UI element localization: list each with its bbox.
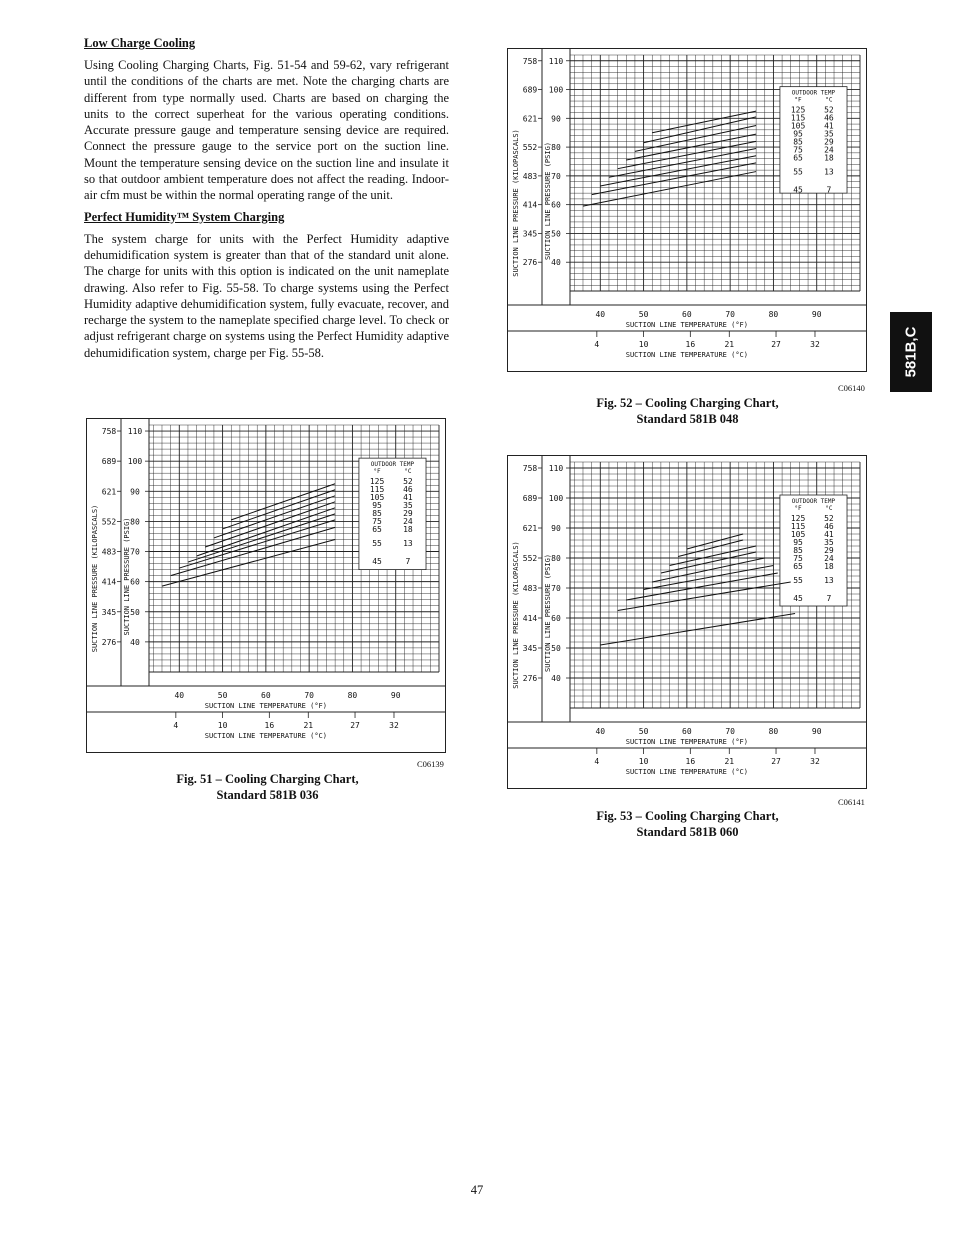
legend-c-value: 13 [824, 576, 834, 585]
legend-f-value: 75 [372, 517, 382, 527]
y-psig-tick-label: 60 [551, 614, 561, 623]
x-c-tick-label: 16 [264, 721, 275, 730]
legend-unit-c: °C [825, 505, 833, 512]
figure-code-51: C06139 [417, 759, 444, 769]
legend-f-value: 65 [793, 153, 803, 163]
x-f-tick-label: 50 [638, 727, 649, 736]
x-c-tick-label: 27 [350, 721, 360, 730]
y-kpa-tick-label: 552 [522, 143, 538, 153]
y-psig-tick-label: 70 [551, 584, 561, 593]
y-kpa-tick-label: 276 [522, 258, 538, 268]
y-psig-tick-label: 80 [130, 517, 140, 527]
legend-f-value: 65 [793, 562, 803, 571]
series-line-55 [592, 163, 756, 195]
x-c-tick-label: 21 [724, 757, 735, 766]
y-psig-tick-label: 90 [551, 114, 561, 124]
x-f-tick-label: 60 [261, 691, 271, 700]
chart-fig-53-svg [508, 456, 866, 788]
x-c-tick-label: 4 [594, 757, 600, 766]
legend-f-value: 55 [372, 539, 382, 549]
chart-fig-51-svg [87, 419, 445, 752]
legend-unit-f: °F [794, 96, 802, 104]
y-kpa-tick-label: 689 [522, 85, 538, 95]
legend-f-value: 115 [790, 522, 806, 531]
x-c-tick-label: 10 [638, 340, 649, 349]
y-kpa-tick-label: 414 [101, 577, 117, 587]
section-tab-label: 581B,C [902, 326, 920, 378]
x-f-tick-label: 50 [638, 310, 649, 319]
x-c-tick-label: 32 [810, 340, 820, 349]
legend-f-value: 55 [793, 576, 803, 585]
y-psig-tick-label: 80 [551, 554, 561, 563]
legend-c-value: 52 [824, 514, 834, 523]
legend-c-value: 7 [826, 185, 832, 195]
y-kpa-tick-label: 758 [101, 427, 117, 437]
x-f-tick-label: 40 [595, 310, 606, 319]
y-kpa-tick-label: 345 [522, 644, 538, 653]
x-f-title: SUCTION LINE TEMPERATURE (°F) [625, 738, 748, 746]
legend-f-value: 75 [793, 554, 803, 563]
series-line-65 [626, 573, 777, 600]
legend-f-value: 125 [369, 477, 385, 487]
chart-fig-53 [507, 455, 867, 789]
legend-f-value: 85 [793, 137, 803, 147]
legend-f-value: 115 [790, 113, 806, 123]
legend-c-value: 7 [826, 594, 832, 603]
x-c-tick-label: 16 [685, 340, 696, 349]
x-f-tick-label: 70 [725, 727, 735, 736]
legend-c-value: 35 [403, 501, 413, 511]
legend-c-value: 29 [824, 546, 834, 555]
y-psig-tick-label: 100 [548, 494, 564, 503]
legend-unit-f: °F [794, 505, 802, 512]
y-psig-tick-label: 100 [548, 85, 564, 95]
y-kpa-title: SUCTION LINE PRESSURE (KILOPASCALS) [512, 129, 520, 277]
legend-c-value: 18 [824, 153, 834, 163]
y-psig-tick-label: 40 [551, 258, 561, 268]
y-kpa-tick-label: 621 [101, 487, 117, 497]
legend-unit-c: °C [404, 468, 412, 476]
x-c-title: SUCTION LINE TEMPERATURE (°C) [204, 732, 327, 740]
y-psig-tick-label: 110 [127, 427, 143, 437]
paragraph-perfect-humidity: The system charge for units with the Perfect Humidity adaptive dehumidification system is greater than that of the standard unit alone. The charge for units with this option is indicated on the unit nameplate drawing. Also refer to Fig. 55-58. To charge systems using the Perfect Humidity adaptive dehumidification system, fully evacuate, recover, and recharge the system to the nameplate specified charge level. To check or adjust refrigerant charge on systems using the Perfect Humidity adaptive dehumidification system, charge per Fig. 55-58. [84, 231, 449, 360]
caption-line-2: Standard 581B 036 [216, 788, 319, 802]
y-psig-tick-label: 90 [130, 487, 140, 497]
y-psig-title: SUCTION LINE PRESSURE (PSIG) [123, 517, 131, 636]
x-c-tick-label: 27 [771, 340, 781, 349]
legend-f-value: 45 [793, 594, 803, 603]
chart-fig-51 [86, 418, 446, 753]
legend-box [359, 458, 426, 569]
legend-f-value: 105 [790, 530, 806, 539]
y-psig-tick-label: 70 [551, 171, 561, 181]
legend-f-value: 105 [369, 493, 385, 503]
legend-c-value: 18 [824, 562, 834, 571]
x-f-tick-label: 60 [682, 727, 692, 736]
legend-c-value: 46 [824, 113, 834, 123]
legend-f-value: 95 [793, 538, 803, 547]
y-kpa-tick-label: 758 [522, 56, 538, 66]
caption-line-1: Fig. 53 – Cooling Charging Chart, [596, 809, 779, 823]
legend-c-value: 29 [403, 509, 413, 519]
x-f-title: SUCTION LINE TEMPERATURE (°F) [204, 702, 327, 710]
legend-c-value: 29 [824, 137, 834, 147]
x-f-tick-label: 40 [174, 691, 185, 700]
legend-c-value: 35 [824, 538, 834, 547]
y-psig-title: SUCTION LINE PRESSURE (PSIG) [544, 141, 552, 261]
legend-f-value: 95 [793, 129, 803, 139]
y-psig-tick-label: 110 [548, 56, 564, 66]
legend-f-value: 45 [793, 185, 803, 195]
legend-f-value: 105 [790, 121, 806, 131]
y-kpa-tick-label: 552 [101, 517, 117, 527]
y-kpa-tick-label: 345 [522, 229, 538, 239]
x-c-tick-label: 16 [685, 757, 696, 766]
legend-title: OUTDOOR TEMP [791, 89, 836, 97]
figure-caption-51 [140, 771, 395, 803]
y-kpa-tick-label: 414 [522, 200, 538, 210]
y-kpa-tick-label: 621 [522, 114, 538, 124]
section-tab [890, 312, 932, 392]
y-kpa-title: SUCTION LINE PRESSURE (KILOPASCALS) [91, 504, 99, 653]
x-c-tick-label: 4 [173, 721, 179, 730]
x-c-tick-label: 21 [724, 340, 735, 349]
chart-fig-52 [507, 48, 867, 372]
x-c-tick-label: 4 [594, 340, 600, 349]
x-c-tick-label: 27 [771, 757, 781, 766]
legend-c-value: 13 [403, 539, 413, 549]
legend-f-value: 65 [372, 525, 382, 535]
figure-code-53: C06141 [838, 797, 865, 807]
legend-unit-f: °F [373, 468, 381, 476]
y-psig-tick-label: 60 [551, 200, 561, 210]
legend-title: OUTDOOR TEMP [370, 461, 415, 469]
x-f-tick-label: 80 [768, 727, 779, 736]
legend-c-value: 52 [824, 105, 834, 115]
x-f-tick-label: 80 [768, 310, 779, 319]
legend-c-value: 46 [403, 485, 413, 495]
legend-f-value: 95 [372, 501, 382, 511]
caption-line-2: Standard 581B 048 [636, 412, 739, 426]
legend-f-value: 85 [793, 546, 803, 555]
legend-f-value: 55 [793, 167, 803, 177]
legend-f-value: 125 [790, 105, 806, 115]
legend-f-value: 75 [793, 145, 803, 155]
legend-f-value: 85 [372, 509, 382, 519]
section-heading-perfect-humidity: Perfect Humidity™ System Charging [84, 209, 285, 224]
y-psig-tick-label: 100 [127, 457, 143, 467]
caption-line-1: Fig. 51 – Cooling Charging Chart, [176, 772, 359, 786]
legend-c-value: 52 [403, 477, 413, 487]
y-kpa-tick-label: 552 [522, 554, 538, 563]
y-kpa-tick-label: 483 [522, 171, 538, 181]
figure-caption-53 [560, 808, 815, 840]
y-psig-tick-label: 60 [130, 577, 140, 587]
legend-c-value: 35 [824, 129, 834, 139]
legend-c-value: 46 [824, 522, 834, 531]
y-kpa-tick-label: 345 [101, 607, 117, 617]
x-c-title: SUCTION LINE TEMPERATURE (°C) [625, 351, 748, 359]
legend-box [780, 495, 847, 606]
y-kpa-tick-label: 276 [522, 674, 538, 683]
legend-c-value: 41 [824, 530, 834, 539]
legend-c-value: 24 [824, 145, 834, 155]
y-psig-tick-label: 50 [551, 644, 561, 653]
legend-box [780, 87, 847, 193]
legend-c-value: 24 [403, 517, 413, 527]
section-heading-low-charge-cooling: Low Charge Cooling [84, 36, 196, 50]
figure-code-52: C06140 [838, 383, 865, 393]
y-kpa-tick-label: 483 [101, 547, 117, 557]
x-c-tick-label: 32 [389, 721, 399, 730]
caption-line-2: Standard 581B 060 [636, 825, 739, 839]
x-f-tick-label: 90 [811, 727, 822, 736]
legend-c-value: 41 [824, 121, 834, 131]
y-kpa-tick-label: 414 [522, 614, 538, 623]
x-c-tick-label: 10 [217, 721, 228, 730]
y-psig-tick-label: 90 [551, 524, 561, 533]
y-kpa-tick-label: 689 [522, 494, 538, 503]
x-f-tick-label: 40 [595, 727, 606, 736]
legend-f-value: 125 [790, 514, 806, 523]
y-psig-tick-label: 80 [551, 143, 561, 153]
legend-title: OUTDOOR TEMP [791, 498, 836, 505]
y-psig-tick-label: 40 [130, 637, 140, 647]
x-c-tick-label: 32 [810, 757, 820, 766]
legend-c-value: 24 [824, 554, 834, 563]
x-f-tick-label: 90 [811, 310, 822, 319]
x-f-tick-label: 80 [347, 691, 358, 700]
paragraph-low-charge-cooling: Using Cooling Charging Charts, Fig. 51-54 and 59-62, vary refrigerant until the conditions of the charts are met. Note the charging charts are different from type normally used. Charts are based on charging the units to the correct superheat for the various operating conditions. Accurate pressure gauge and temperature sensing device are required. Connect the pressure gauge to the service port on the suction line. Mount the temperature sensing device on the suction line and insulate it so that outdoor ambient temperature does not affect the reading. Indoor-air cfm must be within the normal operating range of the unit. [84, 58, 449, 203]
figure-caption-52 [560, 395, 815, 427]
page-number: 47 [470, 1183, 484, 1197]
caption-line-1: Fig. 52 – Cooling Charging Chart, [596, 396, 779, 410]
legend-unit-c: °C [825, 96, 833, 104]
y-psig-tick-label: 70 [130, 547, 140, 557]
legend-c-value: 18 [403, 525, 413, 535]
legend-c-value: 7 [405, 557, 411, 567]
legend-c-value: 13 [824, 167, 834, 177]
chart-fig-52-svg [508, 49, 866, 371]
text-column [84, 36, 449, 367]
x-f-tick-label: 60 [682, 310, 692, 319]
y-kpa-tick-label: 689 [101, 457, 117, 467]
y-psig-tick-label: 50 [130, 607, 140, 617]
y-kpa-title: SUCTION LINE PRESSURE (KILOPASCALS) [512, 541, 520, 689]
x-f-tick-label: 50 [217, 691, 228, 700]
x-f-title: SUCTION LINE TEMPERATURE (°F) [625, 321, 748, 329]
legend-c-value: 41 [403, 493, 413, 503]
y-psig-tick-label: 40 [551, 674, 561, 683]
y-kpa-tick-label: 758 [522, 464, 538, 473]
legend-f-value: 45 [372, 557, 382, 567]
y-psig-tick-label: 50 [551, 229, 561, 239]
x-f-tick-label: 90 [390, 691, 401, 700]
y-psig-tick-label: 110 [548, 464, 564, 473]
y-psig-title: SUCTION LINE PRESSURE (PSIG) [544, 553, 552, 673]
x-c-tick-label: 21 [303, 721, 314, 730]
x-c-title: SUCTION LINE TEMPERATURE (°C) [625, 768, 748, 776]
x-c-tick-label: 10 [638, 757, 649, 766]
y-kpa-tick-label: 483 [522, 584, 538, 593]
y-kpa-tick-label: 276 [101, 637, 117, 647]
series-group [600, 534, 795, 645]
x-f-tick-label: 70 [725, 310, 735, 319]
x-f-tick-label: 70 [304, 691, 314, 700]
legend-f-value: 115 [369, 485, 385, 495]
y-kpa-tick-label: 621 [522, 524, 538, 533]
